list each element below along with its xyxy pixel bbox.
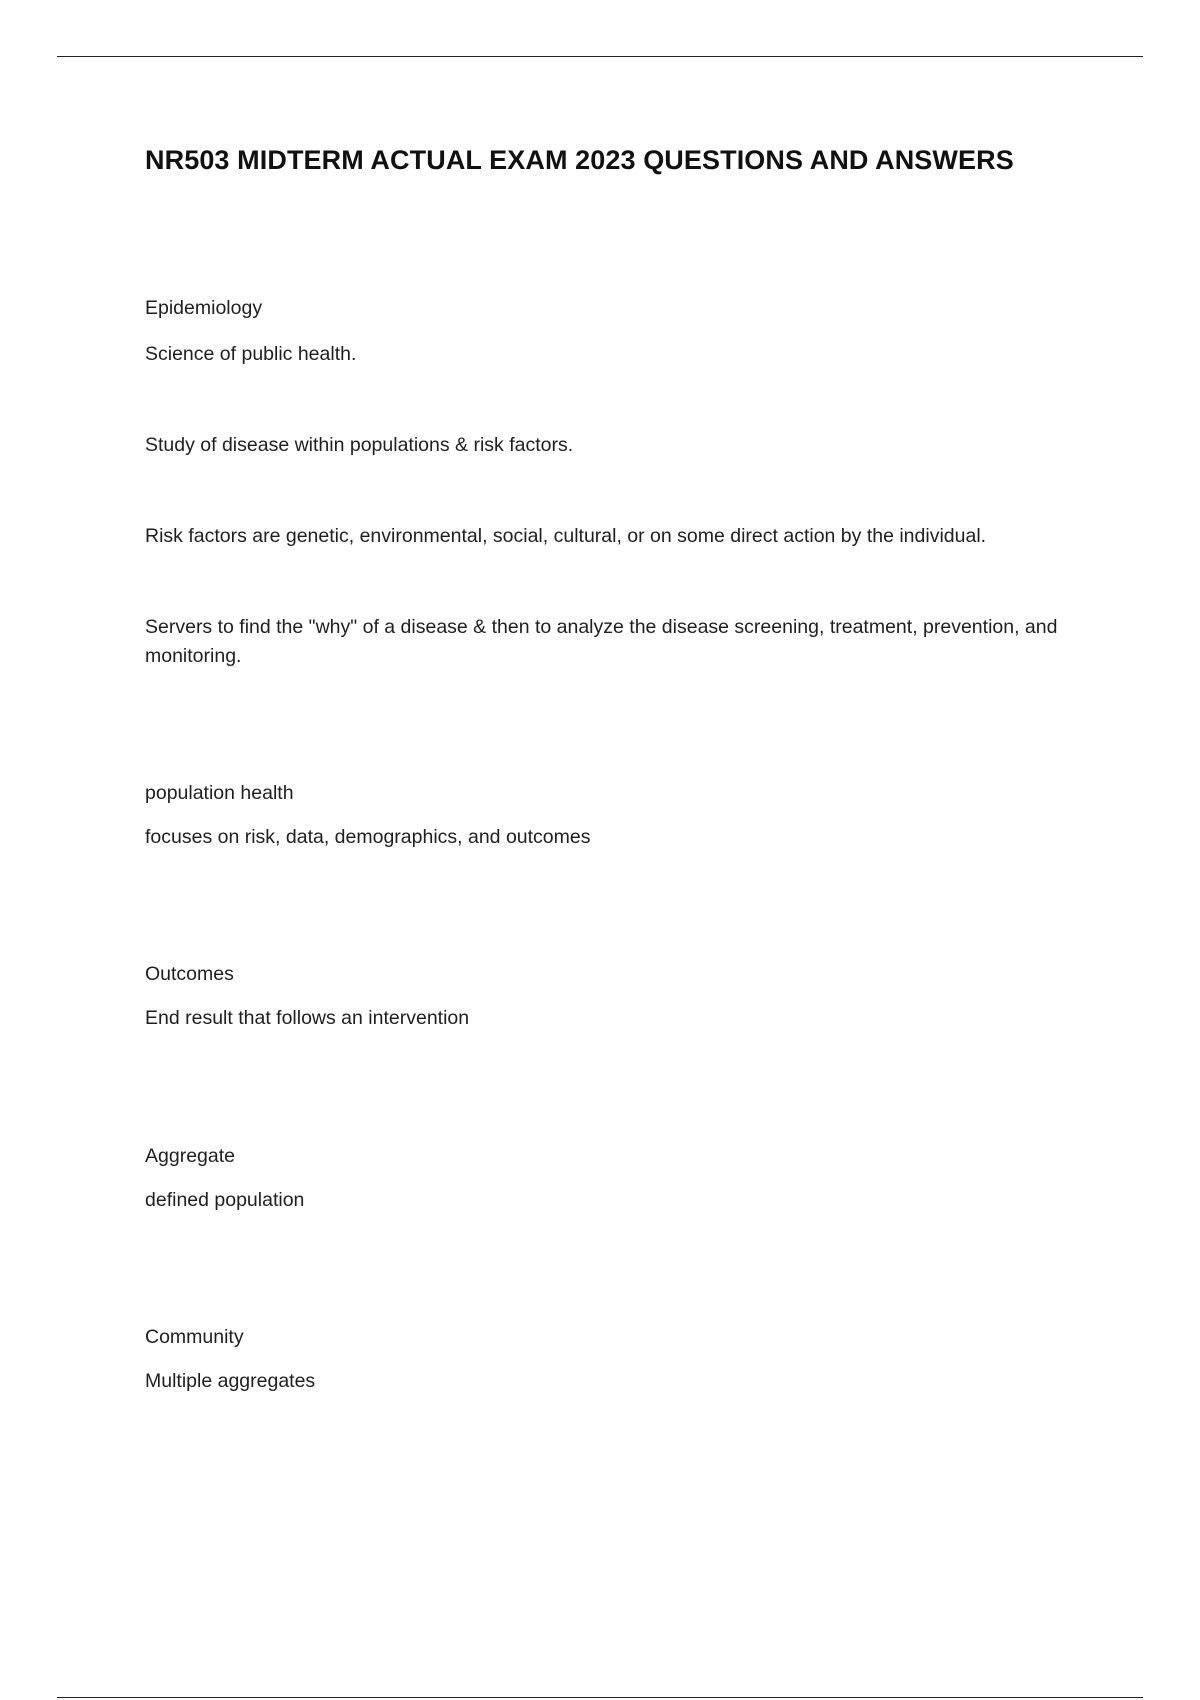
entry-definition: focuses on risk, data, demographics, and outcomes <box>145 826 591 848</box>
entry-definition: Multiple aggregates <box>145 1370 316 1392</box>
entry-definition: Servers to find the "why" of a disease & then to analyze the disease screening, treatment, prevention, and monitoring. <box>145 616 1058 667</box>
entry-term: Aggregate <box>145 1145 235 1167</box>
document-title: NR503 MIDTERM ACTUAL EXAM 2023 QUESTIONS AND ANSWERS <box>145 145 1014 175</box>
entry-term: population health <box>145 782 294 804</box>
entry-term: Outcomes <box>145 963 234 985</box>
entry-term: Community <box>145 1326 244 1348</box>
entry-definition: Study of disease within populations & risk factors. <box>145 434 574 456</box>
entry-definition: Science of public health. <box>145 343 357 365</box>
entry-term: Epidemiology <box>145 297 263 319</box>
entry-definition: End result that follows an intervention <box>145 1007 470 1029</box>
bottom-rule <box>57 1697 1143 1698</box>
top-rule <box>57 56 1143 57</box>
entry-definition: defined population <box>145 1189 305 1211</box>
entry-definition: Risk factors are genetic, environmental, social, cultural, or on some direct action by the individual. <box>145 525 987 547</box>
